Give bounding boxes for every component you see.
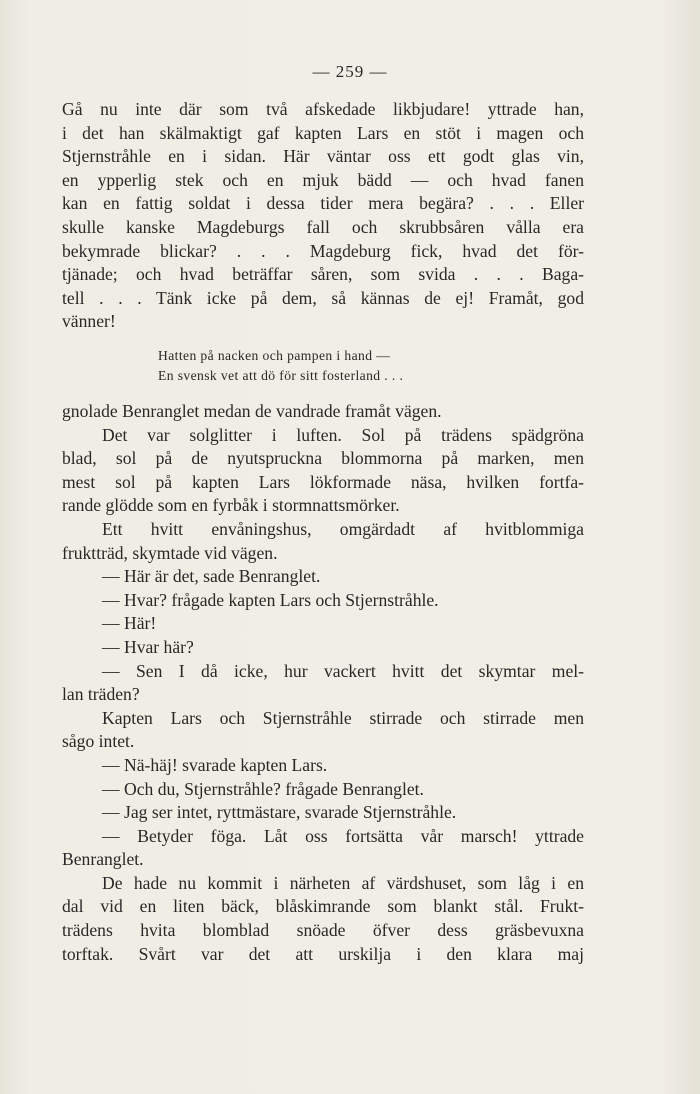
text-line: rande glödde som en fyrbåk i stormnattsmörker. <box>62 495 400 516</box>
text-line: sågo intet. <box>62 731 135 752</box>
verse-line: Hatten på nacken och pampen i hand — <box>158 348 391 363</box>
text-line: fruktträd, skymtade vid vägen. <box>62 542 278 563</box>
text-line: — Hvar här? <box>102 636 194 657</box>
text-line: De hade nu kommit i närheten af värdshuset, som låg i en <box>102 872 584 893</box>
text-line: mest sol på kapten Lars lökformade näsa, hvilken fortfa- <box>62 471 584 492</box>
page-number: — 259 — <box>312 62 388 81</box>
paragraph-1 <box>62 98 584 334</box>
text-line: trädens hvita blomblad snöade öfver dess gräsbevuxna <box>62 920 584 941</box>
verse-line: En svensk vet att dö för sitt fosterland . . . <box>158 368 404 383</box>
text-line: kan en fattig soldat i dessa tider mera begära? . . . Eller <box>62 193 584 214</box>
text-line: en ypperlig stek och en mjuk bädd — och hvad fanen <box>62 169 584 190</box>
text-line: gnolade Benranglet medan de vandrade framåt vägen. <box>62 401 442 421</box>
text-line: bekymrade blickar? . . . Magdeburg fick, hvad det för- <box>62 240 584 261</box>
text-line: dal vid en liten bäck, blåskimrande som blankt stål. Frukt- <box>62 896 584 917</box>
text-line: — Sen I då icke, hur vackert hvitt det skymtar mel- <box>102 660 584 681</box>
verse-quote <box>158 346 488 386</box>
text-line: torftak. Svårt var det att urskilja i den klara maj <box>62 943 584 964</box>
text-line: — Hvar? frågade kapten Lars och Stjernstråhle. <box>102 589 439 610</box>
text-line: Ett hvitt envåningshus, omgärdadt af hvitblommiga <box>102 518 584 539</box>
text-line: — Och du, Stjernstråhle? frågade Benranglet. <box>102 778 424 799</box>
text-line: tjänade; och hvad beträffar såren, som svida . . . Baga- <box>62 264 584 285</box>
text-line: Benranglet. <box>62 849 144 870</box>
text-line: blad, sol på de nyutspruckna blommorna på marken, men <box>62 448 584 469</box>
text-line: — Här! <box>102 613 157 634</box>
text-line: i det han skälmaktigt gaf kapten Lars en stöt i magen och <box>62 122 584 143</box>
text-line: Kapten Lars och Stjernstråhle stirrade och stirrade men <box>102 707 584 728</box>
paragraph-2 <box>62 400 584 966</box>
text-line: tell . . . Tänk icke på dem, så kännas de ej! Framåt, god <box>62 287 584 308</box>
text-line: — Betyder föga. Låt oss fortsätta vår marsch! yttrade <box>102 825 584 846</box>
text-line: Stjernstråhle en i sidan. Här väntar oss ett godt glas vin, <box>62 146 584 167</box>
text-line: — Här är det, sade Benranglet. <box>102 566 321 587</box>
text-line: — Nä-häj! svarade kapten Lars. <box>102 754 328 775</box>
text-line: lan träden? <box>62 684 140 705</box>
text-line: skulle kanske Magdeburgs fall och skrubbsåren vålla era <box>62 216 584 237</box>
text-line: Gå nu inte där som två afskedade likbjudare! yttrade han, <box>62 99 584 119</box>
text-line: Det var solglitter i luften. Sol på trädens spädgröna <box>102 424 584 445</box>
text-line: — Jag ser intet, ryttmästare, svarade Stjernstråhle. <box>102 802 457 823</box>
text-line: vänner! <box>62 311 116 332</box>
